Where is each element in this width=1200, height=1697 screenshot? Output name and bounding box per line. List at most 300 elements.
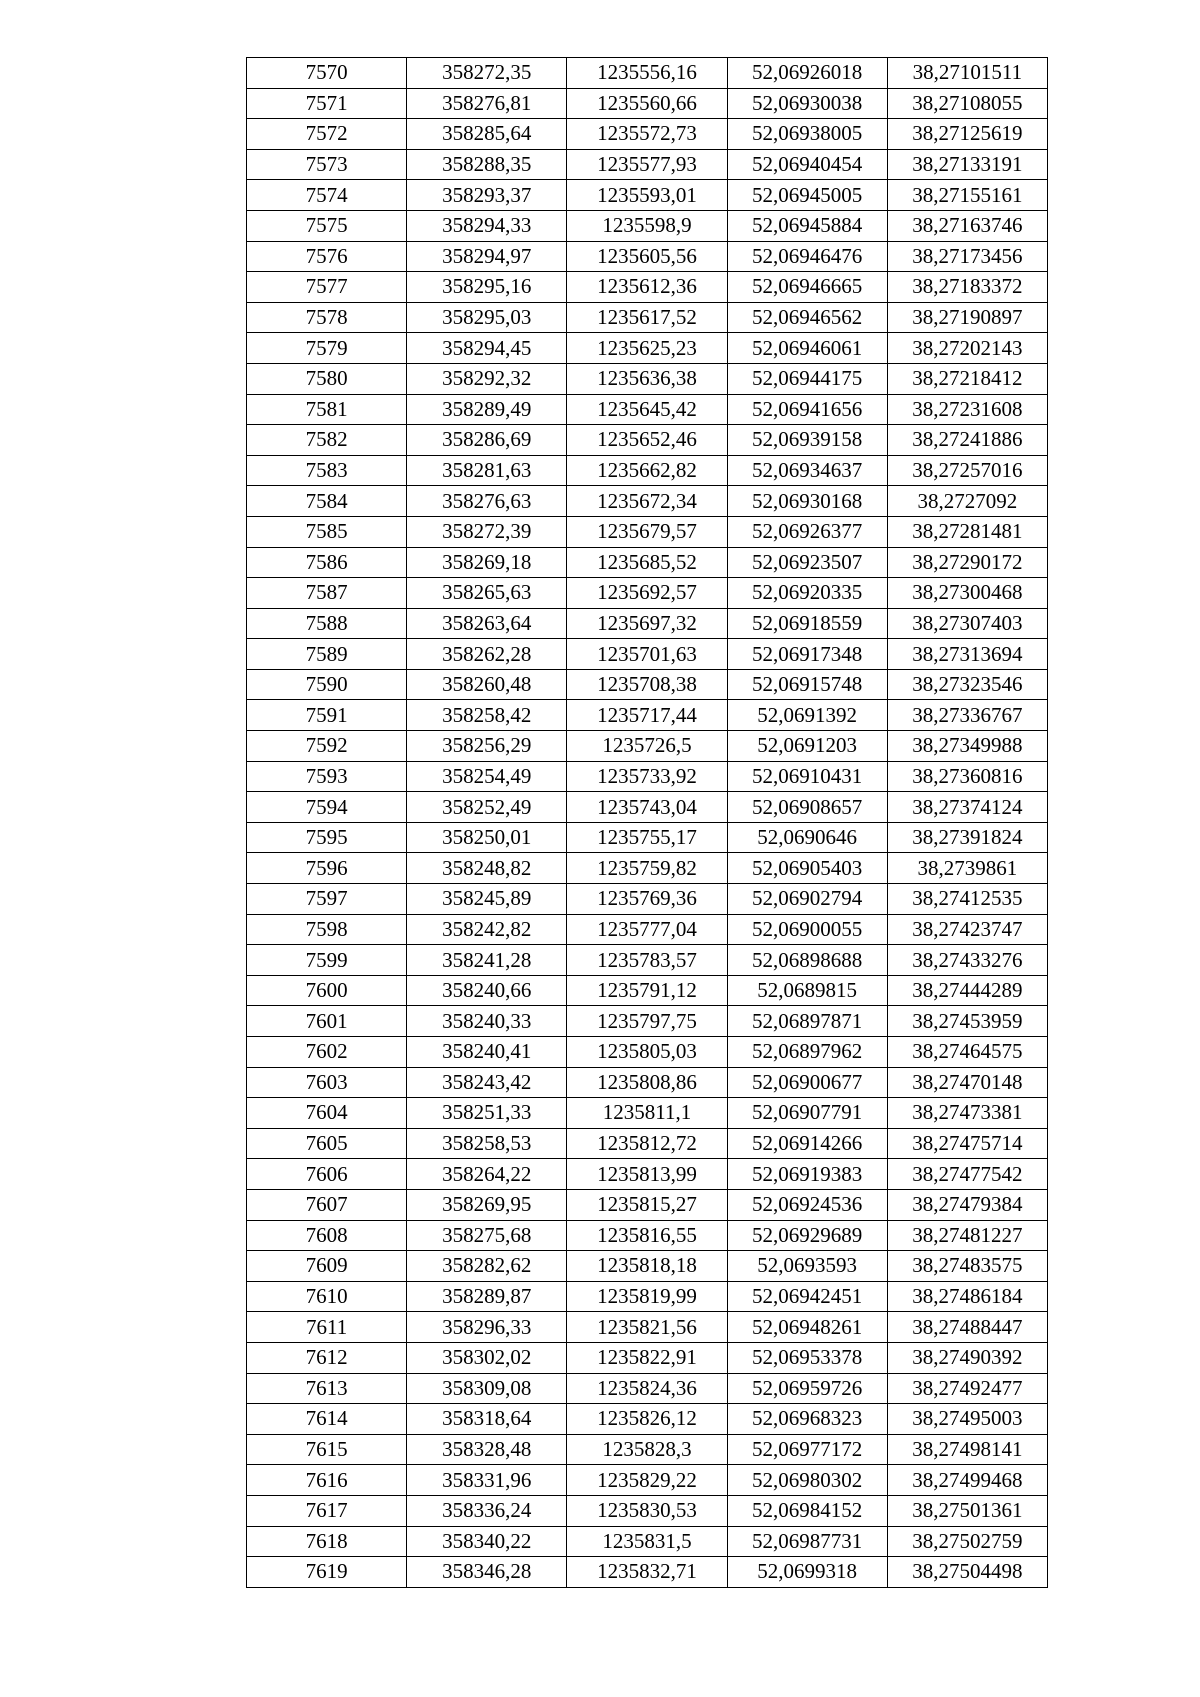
y-coordinate-cell: 1235662,82 xyxy=(567,455,727,486)
table-row xyxy=(247,1067,1048,1098)
latitude-cell: 52,06917348 xyxy=(727,639,887,670)
table-row xyxy=(247,700,1048,731)
latitude-cell: 52,06984152 xyxy=(727,1495,887,1526)
x-coordinate-cell: 358293,37 xyxy=(407,180,567,211)
latitude-cell: 52,06941656 xyxy=(727,394,887,425)
y-coordinate-cell: 1235815,27 xyxy=(567,1189,727,1220)
longitude-cell: 38,27486184 xyxy=(887,1281,1047,1312)
longitude-cell: 38,27101511 xyxy=(887,58,1047,89)
y-coordinate-cell: 1235816,55 xyxy=(567,1220,727,1251)
latitude-cell: 52,0689815 xyxy=(727,975,887,1006)
point-number-cell: 7611 xyxy=(247,1312,407,1343)
longitude-cell: 38,27133191 xyxy=(887,149,1047,180)
latitude-cell: 52,06926018 xyxy=(727,58,887,89)
point-number-cell: 7613 xyxy=(247,1373,407,1404)
x-coordinate-cell: 358294,45 xyxy=(407,333,567,364)
table-row xyxy=(247,1312,1048,1343)
table-row xyxy=(247,945,1048,976)
latitude-cell: 52,06930168 xyxy=(727,486,887,517)
latitude-cell: 52,06914266 xyxy=(727,1128,887,1159)
point-number-cell: 7588 xyxy=(247,608,407,639)
y-coordinate-cell: 1235808,86 xyxy=(567,1067,727,1098)
coordinates-table xyxy=(246,57,1048,1588)
longitude-cell: 38,27307403 xyxy=(887,608,1047,639)
coordinates-table-body xyxy=(247,58,1048,1588)
x-coordinate-cell: 358292,32 xyxy=(407,363,567,394)
table-row xyxy=(247,1037,1048,1068)
latitude-cell: 52,06908657 xyxy=(727,792,887,823)
longitude-cell: 38,27281481 xyxy=(887,516,1047,547)
y-coordinate-cell: 1235701,63 xyxy=(567,639,727,670)
latitude-cell: 52,0691392 xyxy=(727,700,887,731)
table-row xyxy=(247,1495,1048,1526)
y-coordinate-cell: 1235777,04 xyxy=(567,914,727,945)
x-coordinate-cell: 358243,42 xyxy=(407,1067,567,1098)
y-coordinate-cell: 1235645,42 xyxy=(567,394,727,425)
longitude-cell: 38,27498141 xyxy=(887,1434,1047,1465)
x-coordinate-cell: 358328,48 xyxy=(407,1434,567,1465)
point-number-cell: 7617 xyxy=(247,1495,407,1526)
table-row xyxy=(247,394,1048,425)
table-row xyxy=(247,1465,1048,1496)
table-row xyxy=(247,884,1048,915)
point-number-cell: 7575 xyxy=(247,210,407,241)
y-coordinate-cell: 1235805,03 xyxy=(567,1037,727,1068)
latitude-cell: 52,06946665 xyxy=(727,272,887,303)
point-number-cell: 7599 xyxy=(247,945,407,976)
y-coordinate-cell: 1235822,91 xyxy=(567,1342,727,1373)
point-number-cell: 7574 xyxy=(247,180,407,211)
longitude-cell: 38,27504498 xyxy=(887,1557,1047,1588)
y-coordinate-cell: 1235769,36 xyxy=(567,884,727,915)
latitude-cell: 52,06987731 xyxy=(727,1526,887,1557)
point-number-cell: 7593 xyxy=(247,761,407,792)
longitude-cell: 38,27231608 xyxy=(887,394,1047,425)
table-row xyxy=(247,241,1048,272)
longitude-cell: 38,27490392 xyxy=(887,1342,1047,1373)
table-row xyxy=(247,578,1048,609)
y-coordinate-cell: 1235828,3 xyxy=(567,1434,727,1465)
latitude-cell: 52,06900677 xyxy=(727,1067,887,1098)
x-coordinate-cell: 358245,89 xyxy=(407,884,567,915)
longitude-cell: 38,27257016 xyxy=(887,455,1047,486)
point-number-cell: 7596 xyxy=(247,853,407,884)
y-coordinate-cell: 1235577,93 xyxy=(567,149,727,180)
longitude-cell: 38,27423747 xyxy=(887,914,1047,945)
latitude-cell: 52,06938005 xyxy=(727,119,887,150)
x-coordinate-cell: 358286,69 xyxy=(407,425,567,456)
x-coordinate-cell: 358340,22 xyxy=(407,1526,567,1557)
latitude-cell: 52,06946061 xyxy=(727,333,887,364)
y-coordinate-cell: 1235791,12 xyxy=(567,975,727,1006)
y-coordinate-cell: 1235672,34 xyxy=(567,486,727,517)
y-coordinate-cell: 1235652,46 xyxy=(567,425,727,456)
x-coordinate-cell: 358275,68 xyxy=(407,1220,567,1251)
y-coordinate-cell: 1235755,17 xyxy=(567,822,727,853)
table-row xyxy=(247,822,1048,853)
point-number-cell: 7573 xyxy=(247,149,407,180)
point-number-cell: 7608 xyxy=(247,1220,407,1251)
x-coordinate-cell: 358254,49 xyxy=(407,761,567,792)
x-coordinate-cell: 358248,82 xyxy=(407,853,567,884)
longitude-cell: 38,27492477 xyxy=(887,1373,1047,1404)
longitude-cell: 38,27241886 xyxy=(887,425,1047,456)
y-coordinate-cell: 1235818,18 xyxy=(567,1251,727,1282)
latitude-cell: 52,0690646 xyxy=(727,822,887,853)
longitude-cell: 38,27300468 xyxy=(887,578,1047,609)
point-number-cell: 7598 xyxy=(247,914,407,945)
point-number-cell: 7595 xyxy=(247,822,407,853)
table-row xyxy=(247,1281,1048,1312)
longitude-cell: 38,27290172 xyxy=(887,547,1047,578)
x-coordinate-cell: 358276,81 xyxy=(407,88,567,119)
x-coordinate-cell: 358294,97 xyxy=(407,241,567,272)
table-row xyxy=(247,333,1048,364)
table-row xyxy=(247,608,1048,639)
x-coordinate-cell: 358282,62 xyxy=(407,1251,567,1282)
point-number-cell: 7577 xyxy=(247,272,407,303)
x-coordinate-cell: 358294,33 xyxy=(407,210,567,241)
table-row xyxy=(247,1098,1048,1129)
longitude-cell: 38,27464575 xyxy=(887,1037,1047,1068)
latitude-cell: 52,06946476 xyxy=(727,241,887,272)
table-row xyxy=(247,180,1048,211)
y-coordinate-cell: 1235743,04 xyxy=(567,792,727,823)
x-coordinate-cell: 358252,49 xyxy=(407,792,567,823)
longitude-cell: 38,27499468 xyxy=(887,1465,1047,1496)
longitude-cell: 38,27313694 xyxy=(887,639,1047,670)
longitude-cell: 38,27444289 xyxy=(887,975,1047,1006)
point-number-cell: 7585 xyxy=(247,516,407,547)
x-coordinate-cell: 358242,82 xyxy=(407,914,567,945)
point-number-cell: 7580 xyxy=(247,363,407,394)
longitude-cell: 38,27479384 xyxy=(887,1189,1047,1220)
table-row xyxy=(247,58,1048,89)
point-number-cell: 7616 xyxy=(247,1465,407,1496)
longitude-cell: 38,27202143 xyxy=(887,333,1047,364)
y-coordinate-cell: 1235636,38 xyxy=(567,363,727,394)
latitude-cell: 52,06915748 xyxy=(727,669,887,700)
longitude-cell: 38,27360816 xyxy=(887,761,1047,792)
point-number-cell: 7615 xyxy=(247,1434,407,1465)
table-row xyxy=(247,149,1048,180)
longitude-cell: 38,27488447 xyxy=(887,1312,1047,1343)
x-coordinate-cell: 358251,33 xyxy=(407,1098,567,1129)
table-row xyxy=(247,455,1048,486)
latitude-cell: 52,06898688 xyxy=(727,945,887,976)
longitude-cell: 38,27374124 xyxy=(887,792,1047,823)
point-number-cell: 7594 xyxy=(247,792,407,823)
point-number-cell: 7578 xyxy=(247,302,407,333)
y-coordinate-cell: 1235831,5 xyxy=(567,1526,727,1557)
latitude-cell: 52,06902794 xyxy=(727,884,887,915)
y-coordinate-cell: 1235556,16 xyxy=(567,58,727,89)
table-row xyxy=(247,669,1048,700)
latitude-cell: 52,06953378 xyxy=(727,1342,887,1373)
latitude-cell: 52,06930038 xyxy=(727,88,887,119)
point-number-cell: 7607 xyxy=(247,1189,407,1220)
longitude-cell: 38,27501361 xyxy=(887,1495,1047,1526)
point-number-cell: 7614 xyxy=(247,1404,407,1435)
x-coordinate-cell: 358265,63 xyxy=(407,578,567,609)
y-coordinate-cell: 1235679,57 xyxy=(567,516,727,547)
longitude-cell: 38,27433276 xyxy=(887,945,1047,976)
x-coordinate-cell: 358295,03 xyxy=(407,302,567,333)
x-coordinate-cell: 358336,24 xyxy=(407,1495,567,1526)
latitude-cell: 52,06897871 xyxy=(727,1006,887,1037)
latitude-cell: 52,06948261 xyxy=(727,1312,887,1343)
x-coordinate-cell: 358289,87 xyxy=(407,1281,567,1312)
latitude-cell: 52,06923507 xyxy=(727,547,887,578)
table-row xyxy=(247,1159,1048,1190)
latitude-cell: 52,0693593 xyxy=(727,1251,887,1282)
table-row xyxy=(247,425,1048,456)
latitude-cell: 52,06924536 xyxy=(727,1189,887,1220)
table-row xyxy=(247,1373,1048,1404)
table-row xyxy=(247,1220,1048,1251)
latitude-cell: 52,06940454 xyxy=(727,149,887,180)
x-coordinate-cell: 358258,42 xyxy=(407,700,567,731)
table-row xyxy=(247,486,1048,517)
point-number-cell: 7597 xyxy=(247,884,407,915)
point-number-cell: 7582 xyxy=(247,425,407,456)
x-coordinate-cell: 358296,33 xyxy=(407,1312,567,1343)
table-row xyxy=(247,1342,1048,1373)
table-row xyxy=(247,975,1048,1006)
latitude-cell: 52,06939158 xyxy=(727,425,887,456)
longitude-cell: 38,27349988 xyxy=(887,731,1047,762)
latitude-cell: 52,06942451 xyxy=(727,1281,887,1312)
x-coordinate-cell: 358264,22 xyxy=(407,1159,567,1190)
y-coordinate-cell: 1235824,36 xyxy=(567,1373,727,1404)
point-number-cell: 7592 xyxy=(247,731,407,762)
latitude-cell: 52,06959726 xyxy=(727,1373,887,1404)
y-coordinate-cell: 1235811,1 xyxy=(567,1098,727,1129)
point-number-cell: 7583 xyxy=(247,455,407,486)
y-coordinate-cell: 1235759,82 xyxy=(567,853,727,884)
x-coordinate-cell: 358240,33 xyxy=(407,1006,567,1037)
x-coordinate-cell: 358309,08 xyxy=(407,1373,567,1404)
latitude-cell: 52,06977172 xyxy=(727,1434,887,1465)
y-coordinate-cell: 1235726,5 xyxy=(567,731,727,762)
latitude-cell: 52,06945005 xyxy=(727,180,887,211)
point-number-cell: 7600 xyxy=(247,975,407,1006)
point-number-cell: 7604 xyxy=(247,1098,407,1129)
y-coordinate-cell: 1235717,44 xyxy=(567,700,727,731)
longitude-cell: 38,27173456 xyxy=(887,241,1047,272)
y-coordinate-cell: 1235832,71 xyxy=(567,1557,727,1588)
table-row xyxy=(247,516,1048,547)
y-coordinate-cell: 1235612,36 xyxy=(567,272,727,303)
point-number-cell: 7571 xyxy=(247,88,407,119)
point-number-cell: 7605 xyxy=(247,1128,407,1159)
y-coordinate-cell: 1235593,01 xyxy=(567,180,727,211)
latitude-cell: 52,06946562 xyxy=(727,302,887,333)
latitude-cell: 52,06980302 xyxy=(727,1465,887,1496)
latitude-cell: 52,06905403 xyxy=(727,853,887,884)
x-coordinate-cell: 358272,35 xyxy=(407,58,567,89)
y-coordinate-cell: 1235813,99 xyxy=(567,1159,727,1190)
x-coordinate-cell: 358288,35 xyxy=(407,149,567,180)
longitude-cell: 38,27183372 xyxy=(887,272,1047,303)
point-number-cell: 7591 xyxy=(247,700,407,731)
longitude-cell: 38,27502759 xyxy=(887,1526,1047,1557)
x-coordinate-cell: 358269,18 xyxy=(407,547,567,578)
table-row xyxy=(247,853,1048,884)
point-number-cell: 7570 xyxy=(247,58,407,89)
longitude-cell: 38,27475714 xyxy=(887,1128,1047,1159)
x-coordinate-cell: 358281,63 xyxy=(407,455,567,486)
x-coordinate-cell: 358302,02 xyxy=(407,1342,567,1373)
y-coordinate-cell: 1235685,52 xyxy=(567,547,727,578)
table-row xyxy=(247,1526,1048,1557)
x-coordinate-cell: 358295,16 xyxy=(407,272,567,303)
point-number-cell: 7610 xyxy=(247,1281,407,1312)
table-row xyxy=(247,547,1048,578)
longitude-cell: 38,27155161 xyxy=(887,180,1047,211)
y-coordinate-cell: 1235819,99 xyxy=(567,1281,727,1312)
point-number-cell: 7576 xyxy=(247,241,407,272)
longitude-cell: 38,27336767 xyxy=(887,700,1047,731)
latitude-cell: 52,06926377 xyxy=(727,516,887,547)
latitude-cell: 52,06968323 xyxy=(727,1404,887,1435)
x-coordinate-cell: 358276,63 xyxy=(407,486,567,517)
longitude-cell: 38,2739861 xyxy=(887,853,1047,884)
table-row xyxy=(247,1557,1048,1588)
longitude-cell: 38,27412535 xyxy=(887,884,1047,915)
latitude-cell: 52,06910431 xyxy=(727,761,887,792)
longitude-cell: 38,27473381 xyxy=(887,1098,1047,1129)
table-row xyxy=(247,363,1048,394)
table-row xyxy=(247,1128,1048,1159)
y-coordinate-cell: 1235598,9 xyxy=(567,210,727,241)
x-coordinate-cell: 358240,66 xyxy=(407,975,567,1006)
table-row xyxy=(247,302,1048,333)
point-number-cell: 7601 xyxy=(247,1006,407,1037)
longitude-cell: 38,27323546 xyxy=(887,669,1047,700)
table-row xyxy=(247,761,1048,792)
y-coordinate-cell: 1235830,53 xyxy=(567,1495,727,1526)
table-row xyxy=(247,88,1048,119)
point-number-cell: 7602 xyxy=(247,1037,407,1068)
longitude-cell: 38,27495003 xyxy=(887,1404,1047,1435)
y-coordinate-cell: 1235625,23 xyxy=(567,333,727,364)
latitude-cell: 52,06934637 xyxy=(727,455,887,486)
point-number-cell: 7589 xyxy=(247,639,407,670)
x-coordinate-cell: 358346,28 xyxy=(407,1557,567,1588)
x-coordinate-cell: 358269,95 xyxy=(407,1189,567,1220)
table-row xyxy=(247,1251,1048,1282)
y-coordinate-cell: 1235821,56 xyxy=(567,1312,727,1343)
longitude-cell: 38,27218412 xyxy=(887,363,1047,394)
x-coordinate-cell: 358262,28 xyxy=(407,639,567,670)
longitude-cell: 38,27108055 xyxy=(887,88,1047,119)
point-number-cell: 7609 xyxy=(247,1251,407,1282)
x-coordinate-cell: 358318,64 xyxy=(407,1404,567,1435)
point-number-cell: 7618 xyxy=(247,1526,407,1557)
table-row xyxy=(247,639,1048,670)
longitude-cell: 38,27483575 xyxy=(887,1251,1047,1282)
longitude-cell: 38,2727092 xyxy=(887,486,1047,517)
table-row xyxy=(247,1189,1048,1220)
point-number-cell: 7612 xyxy=(247,1342,407,1373)
y-coordinate-cell: 1235797,75 xyxy=(567,1006,727,1037)
point-number-cell: 7603 xyxy=(247,1067,407,1098)
y-coordinate-cell: 1235708,38 xyxy=(567,669,727,700)
longitude-cell: 38,27125619 xyxy=(887,119,1047,150)
latitude-cell: 52,06929689 xyxy=(727,1220,887,1251)
latitude-cell: 52,06900055 xyxy=(727,914,887,945)
longitude-cell: 38,27163746 xyxy=(887,210,1047,241)
table-row xyxy=(247,1404,1048,1435)
point-number-cell: 7586 xyxy=(247,547,407,578)
longitude-cell: 38,27190897 xyxy=(887,302,1047,333)
longitude-cell: 38,27477542 xyxy=(887,1159,1047,1190)
x-coordinate-cell: 358258,53 xyxy=(407,1128,567,1159)
y-coordinate-cell: 1235605,56 xyxy=(567,241,727,272)
x-coordinate-cell: 358241,28 xyxy=(407,945,567,976)
latitude-cell: 52,06907791 xyxy=(727,1098,887,1129)
y-coordinate-cell: 1235572,73 xyxy=(567,119,727,150)
x-coordinate-cell: 358263,64 xyxy=(407,608,567,639)
y-coordinate-cell: 1235692,57 xyxy=(567,578,727,609)
y-coordinate-cell: 1235560,66 xyxy=(567,88,727,119)
table-row xyxy=(247,119,1048,150)
point-number-cell: 7584 xyxy=(247,486,407,517)
latitude-cell: 52,06918559 xyxy=(727,608,887,639)
x-coordinate-cell: 358289,49 xyxy=(407,394,567,425)
table-row xyxy=(247,792,1048,823)
latitude-cell: 52,06897962 xyxy=(727,1037,887,1068)
x-coordinate-cell: 358260,48 xyxy=(407,669,567,700)
point-number-cell: 7579 xyxy=(247,333,407,364)
x-coordinate-cell: 358285,64 xyxy=(407,119,567,150)
table-row xyxy=(247,1434,1048,1465)
x-coordinate-cell: 358256,29 xyxy=(407,731,567,762)
table-row xyxy=(247,1006,1048,1037)
latitude-cell: 52,0699318 xyxy=(727,1557,887,1588)
point-number-cell: 7581 xyxy=(247,394,407,425)
x-coordinate-cell: 358272,39 xyxy=(407,516,567,547)
y-coordinate-cell: 1235733,92 xyxy=(567,761,727,792)
longitude-cell: 38,27470148 xyxy=(887,1067,1047,1098)
latitude-cell: 52,06944175 xyxy=(727,363,887,394)
latitude-cell: 52,06945884 xyxy=(727,210,887,241)
table-row xyxy=(247,272,1048,303)
longitude-cell: 38,27453959 xyxy=(887,1006,1047,1037)
y-coordinate-cell: 1235829,22 xyxy=(567,1465,727,1496)
y-coordinate-cell: 1235812,72 xyxy=(567,1128,727,1159)
longitude-cell: 38,27481227 xyxy=(887,1220,1047,1251)
y-coordinate-cell: 1235826,12 xyxy=(567,1404,727,1435)
y-coordinate-cell: 1235783,57 xyxy=(567,945,727,976)
latitude-cell: 52,06919383 xyxy=(727,1159,887,1190)
point-number-cell: 7606 xyxy=(247,1159,407,1190)
y-coordinate-cell: 1235697,32 xyxy=(567,608,727,639)
latitude-cell: 52,06920335 xyxy=(727,578,887,609)
latitude-cell: 52,0691203 xyxy=(727,731,887,762)
table-row xyxy=(247,210,1048,241)
table-row xyxy=(247,731,1048,762)
point-number-cell: 7619 xyxy=(247,1557,407,1588)
point-number-cell: 7572 xyxy=(247,119,407,150)
x-coordinate-cell: 358240,41 xyxy=(407,1037,567,1068)
x-coordinate-cell: 358331,96 xyxy=(407,1465,567,1496)
point-number-cell: 7590 xyxy=(247,669,407,700)
point-number-cell: 7587 xyxy=(247,578,407,609)
table-row xyxy=(247,914,1048,945)
y-coordinate-cell: 1235617,52 xyxy=(567,302,727,333)
